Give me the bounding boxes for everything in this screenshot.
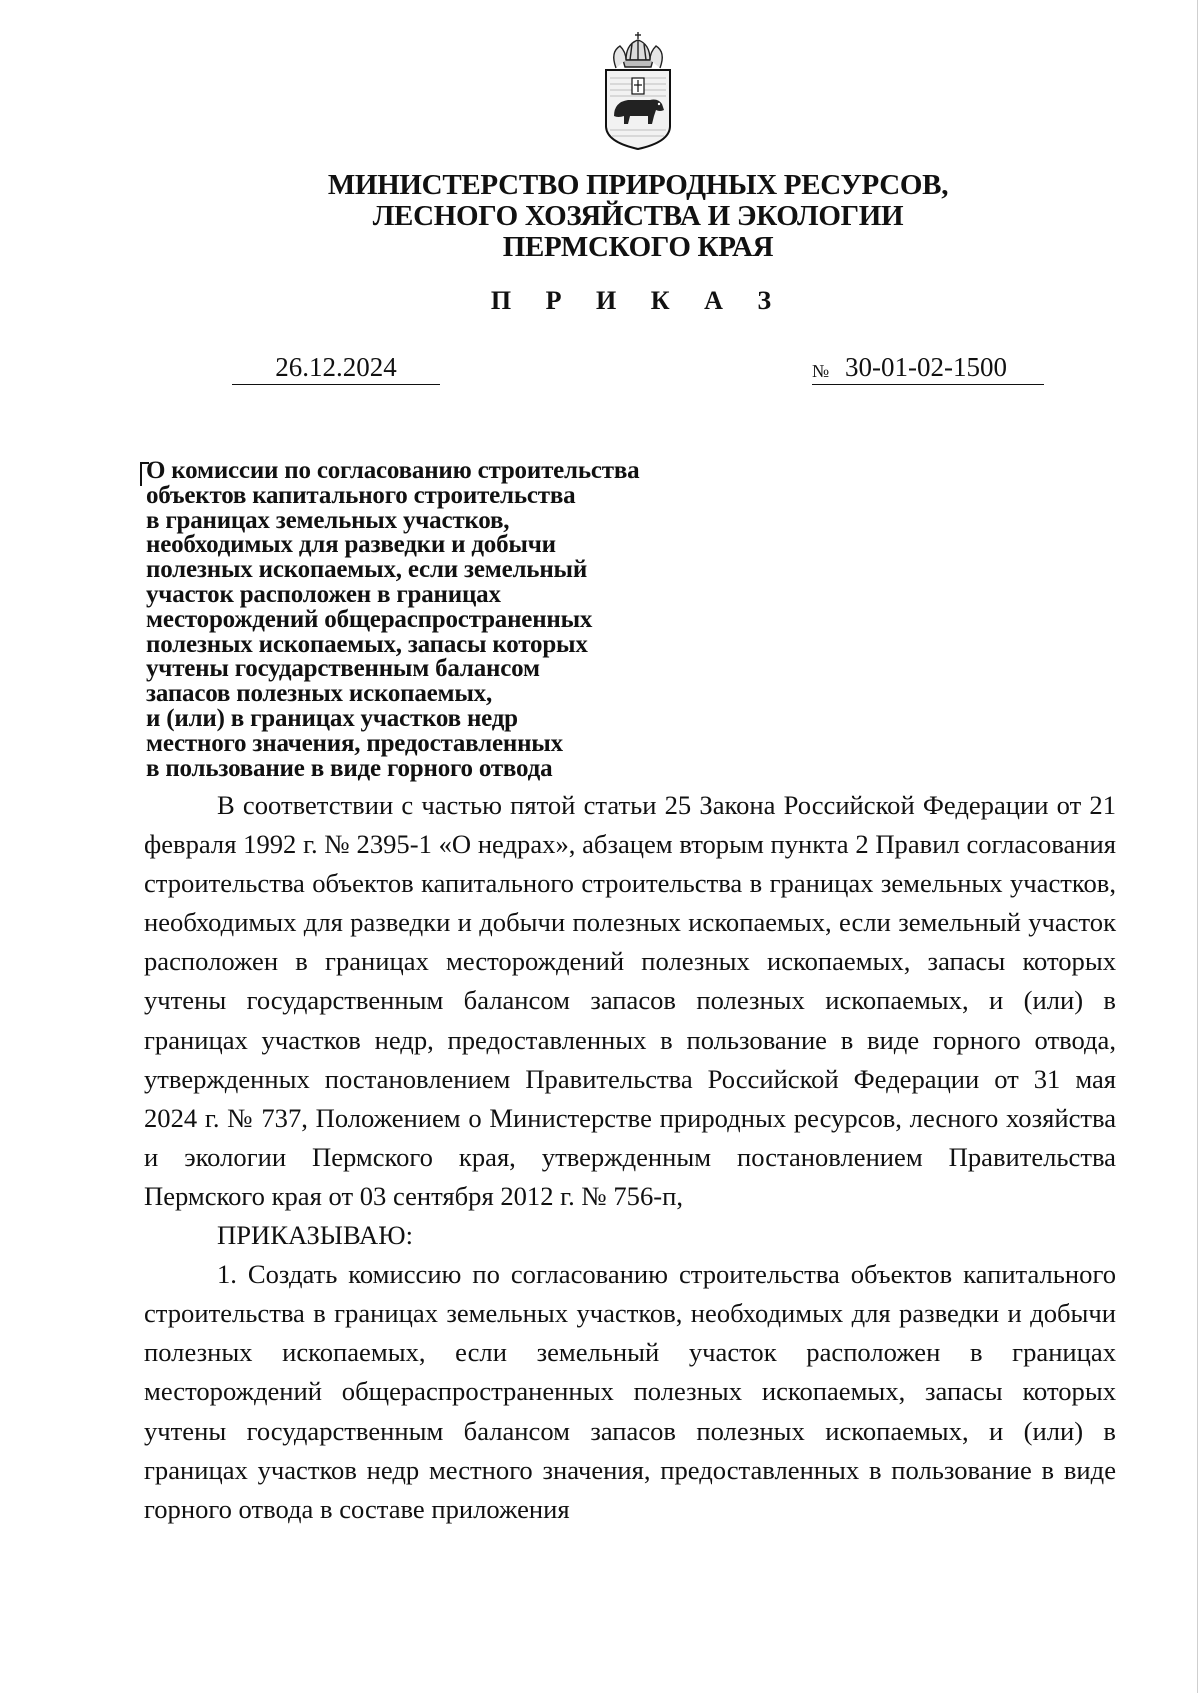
subject-line: в границах земельных участков, [146, 506, 510, 534]
perm-krai-coat-of-arms-icon [596, 30, 680, 152]
subject-line: местного значения, предоставленных [146, 729, 563, 757]
preamble-paragraph: В соответствии с частью пятой статьи 25 Закона Российской Федерации от 21 февраля 1992 г. № 2395-1 «О недрах», абзацем вторым пункта 2 Правил согласования строительства объектов капитального строительства в границах земельных участков, необходимых для разведки и добычи полезных ископаемых, если земельный участок расположен в границах месторождений полезных ископаемых, запасы которых учтены государственным балансом запасов полезных ископаемых, и (или) в границах участков недр, предоставленных в пользование в виде горного отвода, утвержденных постановлением Правительства Российской Федерации от 31 мая 2024 г. № 737, Положением о Министерстве природных ресурсов, лесного хозяйства и экологии Пермского края, утвержденным постановлением Правительства Пермского края от 03 сентября 2012 г. № 756-п, [144, 790, 1116, 1211]
subject-line: необходимых для разведки и добычи [146, 531, 556, 559]
subject-line: полезных ископаемых, запасы которых [146, 630, 588, 658]
document-date: 26.12.2024 [232, 350, 440, 385]
scan-edge-line [1197, 0, 1198, 1693]
document-number-field [812, 350, 1044, 385]
subject-line: объектов капитального строительства [146, 481, 576, 509]
subject-line: в пользование в виде горного отвода [146, 754, 553, 782]
subject-line: учтены государственным балансом [146, 655, 540, 683]
ministry-name-line-2: ЛЕСНОГО ХОЗЯЙСТВА И ЭКОЛОГИИ [372, 200, 904, 232]
ministry-name-line-3: ПЕРМСКОГО КРАЯ [502, 231, 774, 263]
subject-line: месторождений общераспространенных [146, 605, 593, 633]
subject-line: и (или) в границах участков недр [146, 704, 518, 732]
ministry-name-line-1: МИНИСТЕРСТВО ПРИРОДНЫХ РЕСУРСОВ, [327, 169, 949, 201]
document-number: 30-01-02-1500 [845, 352, 1007, 382]
document-type-heading: П Р И К А З [490, 286, 786, 315]
ministry-name [200, 170, 1076, 263]
document-body [144, 786, 1116, 1529]
subject-line: участок расположен в границах [146, 580, 501, 608]
item-1-paragraph: 1. Создать комиссию по согласованию строительства объектов капитального строительства в границах земельных участков, необходимых для разведки и добычи полезных ископаемых, если земельный участок расположен в границах месторождений общераспространенных полезных ископаемых, запасы которых учтены государственным балансом запасов полезных ископаемых, и (или) в границах участков недр местного значения, предоставленных в пользование в виде горного отвода в составе приложения [144, 1259, 1116, 1524]
subject-line: О комиссии по согласованию строительства [146, 457, 640, 484]
subject-line: полезных ископаемых, если земельный [146, 556, 588, 584]
decree-word: ПРИКАЗЫВАЮ: [217, 1220, 413, 1251]
subject-line: запасов полезных ископаемых, [146, 680, 493, 708]
number-sign: № [812, 361, 830, 381]
document-subject [146, 459, 746, 781]
